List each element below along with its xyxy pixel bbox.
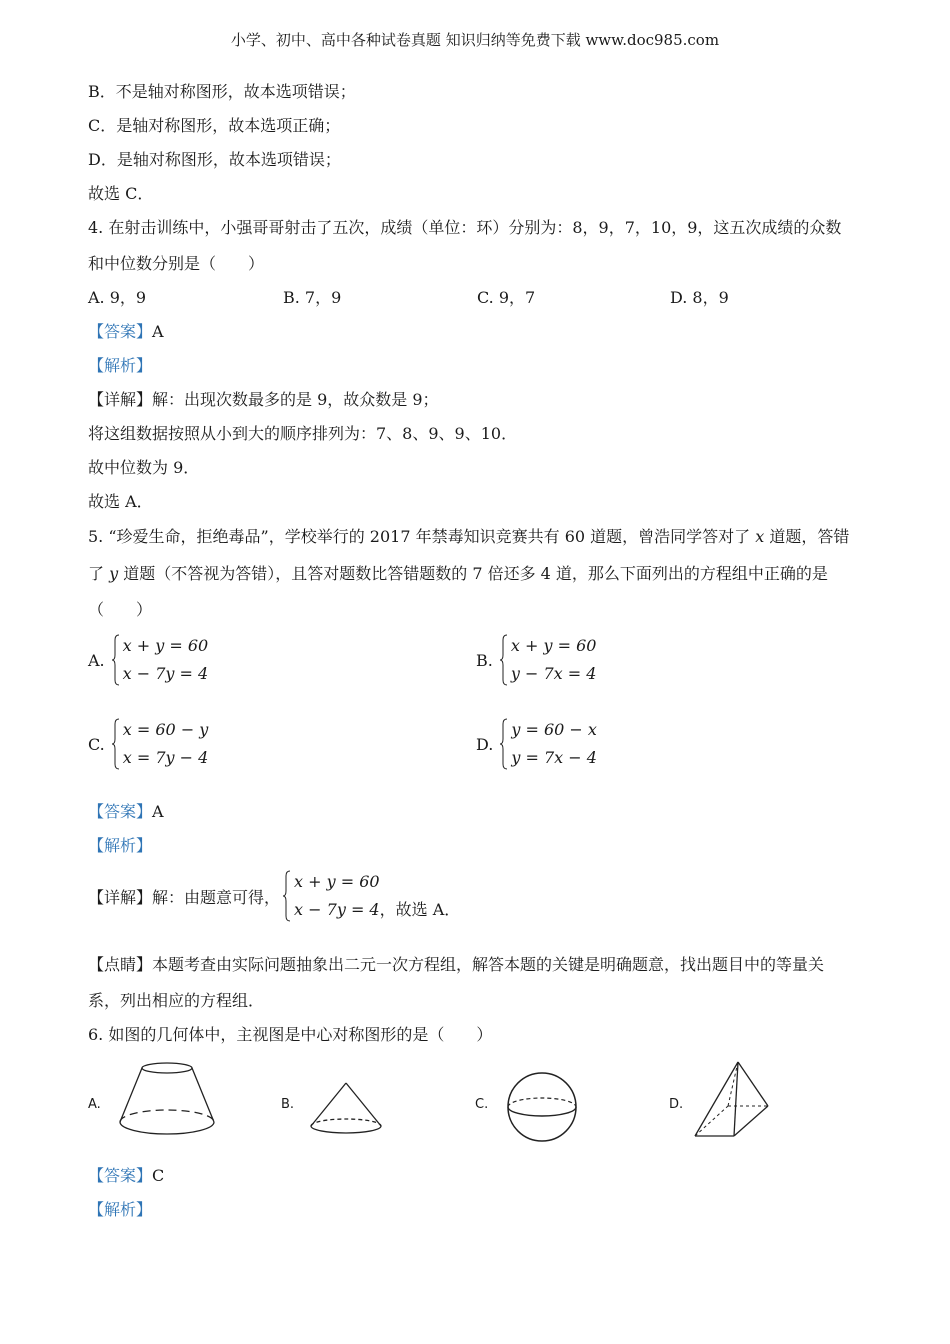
sphere-icon: [505, 1070, 579, 1144]
q4-option-d: D. 8，9: [670, 288, 729, 307]
var-x: x: [755, 527, 765, 546]
detail-tag: 【详解】: [88, 887, 153, 907]
detail-text: ，故选 A．: [379, 900, 461, 919]
pyramid-icon: [692, 1058, 772, 1140]
detail-text: 解：由题意可得，: [152, 887, 281, 907]
q4-detail-line1: [88, 390, 439, 410]
q6-option-b-label: B.: [281, 1097, 295, 1112]
equation-1: x + y = 60: [510, 636, 597, 655]
comment-text: 本题考查由实际问题抽象出二元一次方程组，解答本题的关键是明确题意，找出题目中的等量关: [152, 955, 825, 974]
q6-analysis-tag: 【解析】: [88, 1200, 153, 1219]
q4-option-c: C. 9，7: [477, 288, 536, 307]
q3-option-c: C．是轴对称图形，故本选项正确；: [88, 116, 341, 135]
stem-text: 了: [88, 564, 110, 583]
answer-value: C: [152, 1166, 165, 1185]
q3-option-b: B．不是轴对称图形，故本选项错误；: [88, 82, 356, 101]
q6-stem: 6. 如图的几何体中，主视图是中心对称图形的是（ ）: [88, 1025, 493, 1044]
stem-text: 5. “珍爱生命，拒绝毒品”，学校举行的 2017 年禁毒知识竞赛共有 60 道题，曾浩同学答对了: [88, 527, 756, 546]
q5-option-b: [476, 632, 596, 688]
q4-analysis-tag: 【解析】: [88, 356, 153, 375]
q4-final-choice: 故选 A．: [88, 492, 153, 511]
option-label: D.: [476, 734, 494, 754]
equation-2: x − 7y = 4: [294, 900, 380, 919]
equation-2: x − 7y = 4: [122, 664, 209, 683]
comment-tag: 【点睛】: [88, 955, 153, 974]
q5-option-d: [476, 716, 597, 772]
q4-stem-line1: 4. 在射击训练中，小强哥哥射击了五次，成绩（单位：环）分别为：8，9，7，10，9，这五次成绩的众数: [88, 218, 842, 237]
q5-stem-line2: [88, 564, 828, 584]
equation-2: x = 7y − 4: [122, 748, 209, 767]
answer-value: A: [152, 322, 164, 341]
brace-icon: [499, 718, 509, 770]
q4-detail-line2: 将这组数据按照从小到大的顺序排列为：7、8、9、9、10．: [88, 424, 518, 443]
q5-stem-line1: [88, 527, 849, 547]
stem-text: 道题，答错: [764, 527, 850, 546]
q4-detail-line3: 故中位数为 9．: [88, 458, 200, 477]
equation-1: y = 60 − x: [511, 720, 597, 739]
equation-2: y − 7x = 4: [510, 664, 597, 683]
q3-option-d: D．是轴对称图形，故本选项错误；: [88, 150, 341, 169]
answer-tag: 【答案】: [88, 1166, 153, 1185]
option-label: C.: [88, 734, 105, 754]
q6-option-c-label: C.: [475, 1097, 489, 1112]
q5-comment-line1: [88, 955, 824, 975]
var-y: y: [109, 564, 119, 583]
q5-option-c: [88, 716, 208, 772]
detail-text: 解：出现次数最多的是 9，故众数是 9；: [152, 390, 439, 409]
cone-icon: [307, 1080, 385, 1140]
equation-1: x = 60 − y: [122, 720, 209, 739]
q4-option-b: B. 7，9: [283, 288, 342, 307]
q4-answer: [88, 322, 164, 342]
q6-option-a-label: A.: [88, 1097, 101, 1112]
option-label: A.: [88, 650, 105, 670]
frustum-icon: [112, 1060, 222, 1142]
brace-icon: [111, 634, 121, 686]
q5-stem-line3: （ ）: [88, 600, 153, 619]
equation-2: y = 7x − 4: [511, 748, 597, 767]
brace-icon: [282, 870, 292, 922]
brace-icon: [499, 634, 509, 686]
q5-comment-line2: 系，列出相应的方程组．: [88, 991, 265, 1010]
answer-tag: 【答案】: [88, 802, 153, 821]
equation-1: x + y = 60: [294, 872, 380, 891]
q5-detail: [88, 868, 460, 924]
detail-tag: 【详解】: [88, 390, 153, 409]
q5-analysis-tag: 【解析】: [88, 836, 153, 855]
q5-option-a: [88, 632, 208, 688]
q4-stem-line2: 和中位数分别是（ ）: [88, 254, 265, 273]
brace-icon: [111, 718, 121, 770]
q5-answer: [88, 802, 164, 822]
q6-answer: [88, 1166, 164, 1186]
q4-option-a: A. 9，9: [88, 288, 147, 307]
stem-text: 道题（不答视为答错），且答对题数比答错题数的 7 倍还多 4 道，那么下面列出的方程组中正确的是: [118, 564, 828, 583]
answer-value: A: [152, 802, 164, 821]
equation-1: x + y = 60: [122, 636, 209, 655]
q3-final-choice: 故选 C．: [88, 184, 154, 203]
answer-tag: 【答案】: [88, 322, 153, 341]
option-label: B.: [476, 650, 493, 670]
q6-option-d-label: D.: [669, 1097, 684, 1112]
page-header: 小学、初中、高中各种试卷真题 知识归纳等免费下载 www.doc985.com: [230, 31, 720, 49]
